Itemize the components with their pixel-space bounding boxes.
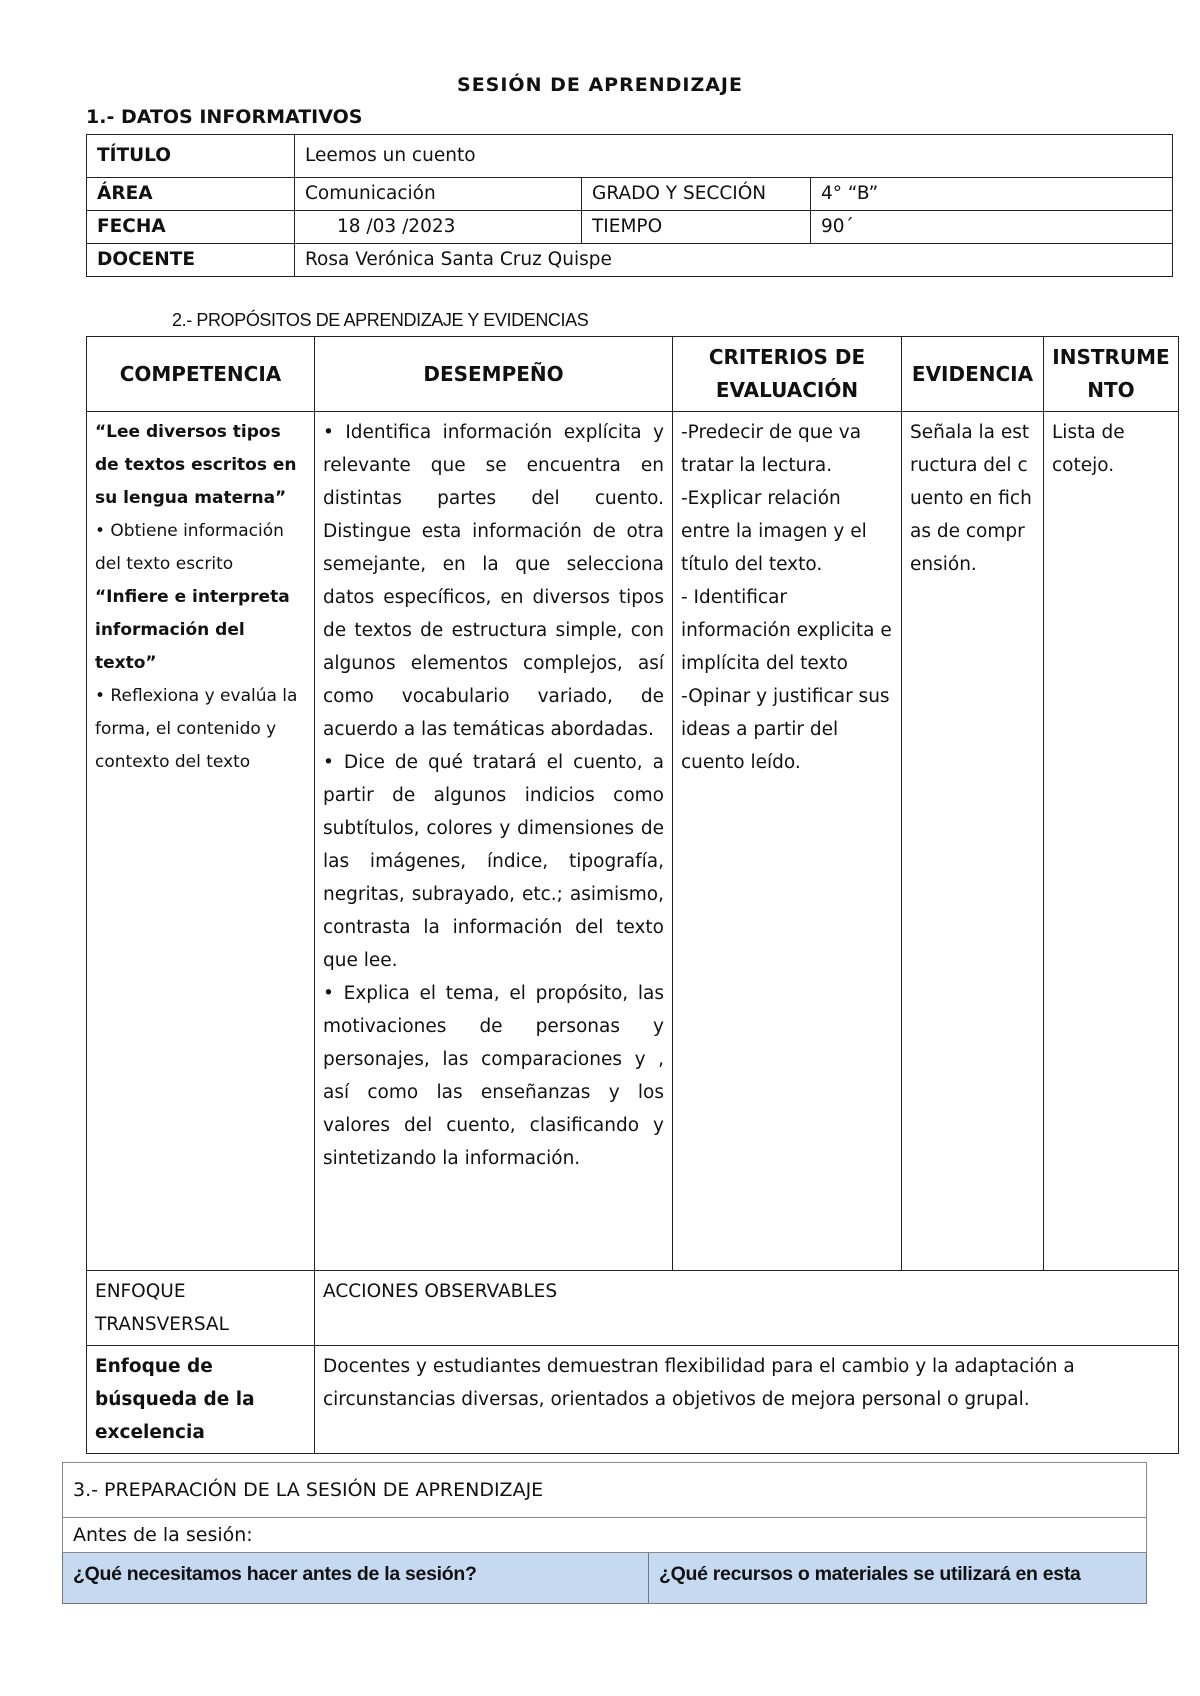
table-row: [63, 1463, 1147, 1518]
competencia-cell: [87, 412, 315, 1271]
tiempo-label: TIEMPO: [582, 211, 811, 244]
table-row: [87, 1346, 1179, 1454]
enfoque-name: Enfoque de búsqueda de la excelencia: [87, 1346, 315, 1454]
document-title: SESIÓN DE APRENDIZAJE: [457, 74, 743, 96]
header-competencia: COMPETENCIA: [87, 337, 315, 412]
preparation-title: 3.- PREPARACIÓN DE LA SESIÓN DE APRENDIZAJE: [63, 1463, 1147, 1518]
table-header-row: [87, 337, 1179, 412]
grado-value: 4° “B”: [811, 178, 1173, 211]
section-1-heading: 1.- DATOS INFORMATIVOS: [86, 106, 363, 128]
grado-label: GRADO Y SECCIÓN: [582, 178, 811, 211]
area-label: ÁREA: [87, 178, 295, 211]
header-evidencia: EVIDENCIA: [902, 337, 1044, 412]
criterios-cell: [673, 412, 902, 1271]
desempeno-1: • Identifica información explícita y relevante que se encuentra en distintas partes del cuento. Distingue esta información de otra semejante, en la que selecciona datos específicos, en diversos tipos de textos de estructura simple, con algunos elementos complejos, así como vocabulario variado, de acuerdo a las temáticas abordadas.: [323, 422, 664, 740]
evidencia-cell: Señala la estructura del cuento en fichas de comprensión.: [902, 412, 1044, 1271]
header-criterios: CRITERIOS DE EVALUACIÓN: [673, 337, 902, 412]
fecha-value: 18 /03 /2023: [295, 211, 582, 244]
before-session-label: Antes de la sesión:: [63, 1518, 1147, 1553]
table-row: [87, 412, 1179, 1271]
table-row: [87, 135, 1173, 178]
criterio-3: - Identificar información explicita e implícita del texto: [681, 587, 892, 674]
preparation-table: [62, 1462, 1147, 1604]
table-row: [87, 244, 1173, 277]
header-desempeno: DESEMPEÑO: [315, 337, 673, 412]
tiempo-value: 90´: [811, 211, 1173, 244]
docente-label: DOCENTE: [87, 244, 295, 277]
desempeno-cell: [315, 412, 673, 1271]
capacidad-1: • Obtiene información del texto escrito: [95, 521, 284, 574]
question-1: ¿Qué necesitamos hacer antes de la sesión?: [63, 1553, 649, 1604]
enfoque-text: Docentes y estudiantes demuestran flexibilidad para el cambio y la adaptación a circunstancias diversas, orientados a objetivos de mejora personal o grupal.: [315, 1346, 1179, 1454]
competencia-title: “Lee diversos tipos de textos escritos en su lengua materna”: [95, 422, 297, 508]
purposes-table: [86, 336, 1179, 1454]
table-row: [63, 1518, 1147, 1553]
table-row: [87, 1271, 1179, 1346]
titulo-value: Leemos un cuento: [295, 135, 1173, 178]
header-instrumento: INSTRUMENTO: [1044, 337, 1179, 412]
table-row: [87, 178, 1173, 211]
question-2: ¿Qué recursos o materiales se utilizará en esta: [649, 1553, 1147, 1604]
table-row: [87, 211, 1173, 244]
enfoque-label: ENFOQUE TRANSVERSAL: [87, 1271, 315, 1346]
acciones-label: ACCIONES OBSERVABLES: [315, 1271, 1179, 1346]
capacidad-3: • Reflexiona y evalúa la forma, el contenido y contexto del texto: [95, 686, 298, 772]
criterio-2: -Explicar relación entre la imagen y el título del texto.: [681, 488, 867, 575]
info-table: [86, 134, 1173, 277]
criterio-1: -Predecir de que va tratar la lectura.: [681, 422, 862, 476]
fecha-label: FECHA: [87, 211, 295, 244]
area-value: Comunicación: [295, 178, 582, 211]
docente-value: Rosa Verónica Santa Cruz Quispe: [295, 244, 1173, 277]
desempeno-2: • Dice de qué tratará el cuento, a partir de algunos indicios como subtítulos, colores y dimensiones de las imágenes, índice, tipografía, negritas, subrayado, etc.; asimismo, contrasta la información del texto que lee.: [323, 752, 664, 971]
section-2-heading: 2.- PROPÓSITOS DE APRENDIZAJE Y EVIDENCIAS: [172, 310, 589, 330]
desempeno-3: • Explica el tema, el propósito, las motivaciones de personas y personajes, las comparaciones y , así como las enseñanzas y los valores del cuento, clasificando y sintetizando la información.: [323, 983, 664, 1169]
criterio-4: -Opinar y justificar sus ideas a partir del cuento leído.: [681, 686, 890, 773]
capacidad-2: “Infiere e interpreta información del texto”: [95, 587, 290, 673]
titulo-label: TÍTULO: [87, 135, 295, 178]
table-header-row: [63, 1553, 1147, 1604]
instrumento-cell: Lista de cotejo.: [1044, 412, 1179, 1271]
